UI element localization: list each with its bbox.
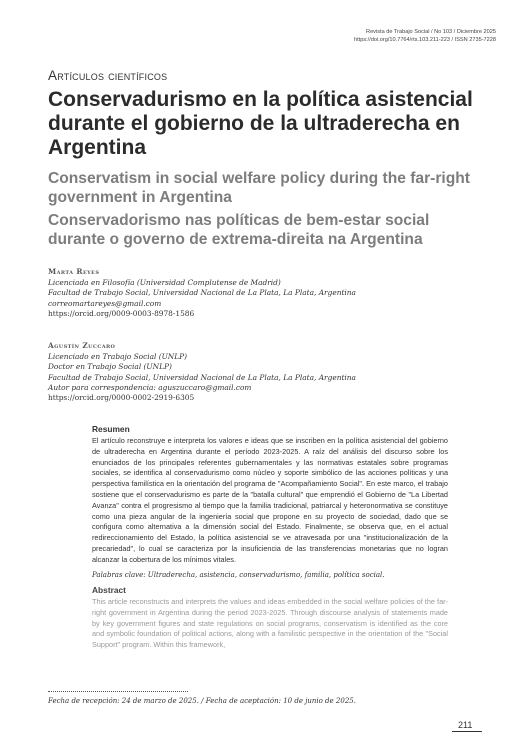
page-number: 211	[458, 720, 473, 730]
doi-issn-line: https://doi.org/10.7764/rts.103.211-223 / ISSN 2735-7228	[353, 37, 496, 44]
author-degree: Doctor en Trabajo Social (UNLP)	[48, 362, 172, 372]
author-name: Agustín Zuccaro	[48, 341, 116, 350]
author-block-2	[48, 341, 488, 403]
footnote-dates: Fecha de recepción: 24 de marzo de 2025. / Fecha de aceptación: 10 de junio de 2025.	[48, 697, 356, 705]
abstract-text: This article reconstructs and interprets the values and ideas embedded in the social welfare policies of the far-right government in Argentina during the period 2023-2025. Through discourse analysis of statements made by key government figures and state regulations on social programs, conservatism is identified as the core and symbolic foundation of political actions, along with a familistic perspective in the orientation of the "Social Support" program. Within this framework,	[92, 597, 448, 650]
abstract-english	[92, 585, 448, 651]
author-email: correomartareyes@gmail.com	[48, 298, 162, 308]
author-degree: Licenciado en Trabajo Social (UNLP)	[48, 352, 188, 362]
keywords: Palabras clave: Ultraderecha, asistencia, conservadurismo, familia, política social.	[92, 570, 385, 579]
journal-issue-line: Revista de Trabajo Social / No 103 / Diciembre 2025	[366, 29, 496, 35]
author-affiliation: Facultad de Trabajo Social, Universidad Nacional de La Plata, La Plata, Argentina	[48, 372, 356, 382]
journal-header	[236, 28, 496, 44]
author-block-1	[48, 267, 488, 319]
abstract-text: El artículo reconstruye e interpreta los valores e ideas que se inscriben en la política asistencial del gobierno de ultraderecha en Argentina durante el período 2023-2025. A raíz del análisis del discurso sobre los enunciados de los principales referentes gubernamentales y las normativas estatales sobre programas sociales, se identifica al conservadurismo como núcleo y soporte simbólico de las acciones políticas y una perspectiva familística en la orientación del programa de "Acompañamiento Social". En este marco, el trabajo sostiene que el conservadurismo es parte de la "batalla cultural" que emprendió el Gobierno de "La Libertad Avanza" contra el progresismo al tiempo que la familia tradicional, patriarcal y heteronormativa se constituye como una pieza angular de la ingeniería social que propone en su proyecto de sociedad, dado que se configura como alternativa a la dimensión social del Estado. Finalmente, se observa que, en el actual redireccionamiento del Estado, la política asistencial se ve atravesada por una "institucionalización de la precariedad", lo cual se caracteriza por la insuficiencia de las transferencias monetarias que no logran alcanzar la cobertura de los mínimos vitales.	[92, 436, 448, 564]
author-degree: Licenciada en Filosofía (Universidad Complutense de Madrid)	[48, 278, 281, 288]
abstract-spanish	[92, 424, 448, 580]
section-label: Artículos científicos	[48, 68, 168, 83]
author-name: Marta Reyes	[48, 267, 100, 276]
author-orcid-link[interactable]: https://orcid.org/0009-0003-8978-1586	[48, 308, 195, 318]
title-portuguese: Conservadorismo nas políticas de bem-estar social durante o governo de extrema-direita na Argentina	[48, 212, 430, 248]
author-affiliation: Facultad de Trabajo Social, Universidad Nacional de La Plata, La Plata, Argentina	[48, 288, 356, 298]
title-spanish: Conservadurismo en la política asistencial durante el gobierno de la ultraderecha en Argentina	[48, 88, 473, 159]
author-correspondence: Autor para correspondencia: aguszuccaro@gmail.com	[48, 382, 252, 392]
abstract-heading: Resumen	[92, 424, 130, 434]
footnote-divider	[48, 691, 188, 692]
page-number-rule	[452, 731, 482, 732]
abstract-heading: Abstract	[92, 585, 126, 595]
author-orcid-link[interactable]: https://orcid.org/0000-0002-2919-6305	[48, 393, 195, 403]
title-english: Conservatism in social welfare policy during the far-right government in Argentina	[48, 170, 470, 206]
